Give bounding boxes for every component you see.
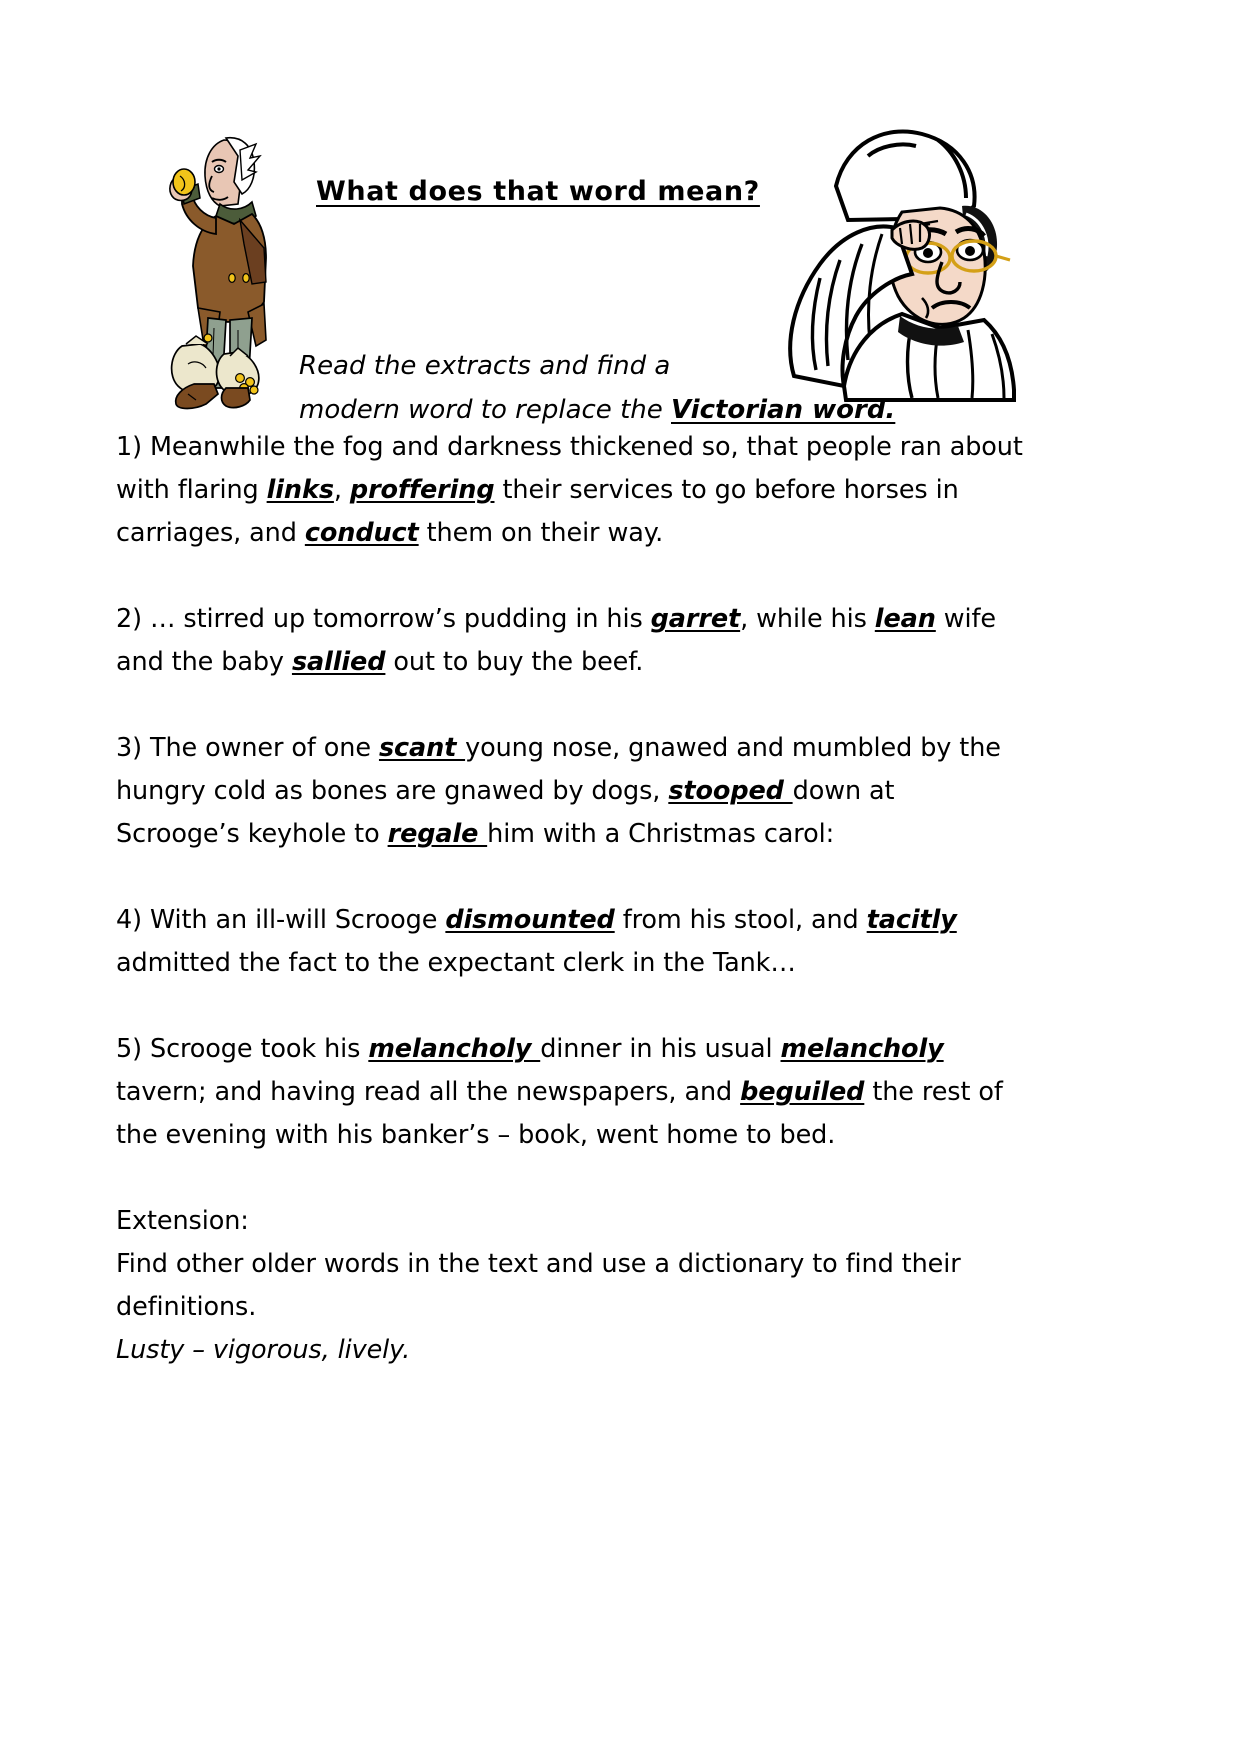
spacer <box>116 1157 1026 1200</box>
extract-text: their services to go before horses in carriages, and <box>116 475 959 548</box>
instruction-block <box>299 344 939 432</box>
spacer <box>116 684 1026 727</box>
extract-text: them on their way. <box>418 518 664 548</box>
victorian-word: links <box>266 475 334 505</box>
extract-text: out to buy the beef. <box>385 647 644 677</box>
spacer <box>116 856 1026 899</box>
victorian-word: beguiled <box>740 1077 865 1107</box>
extract-4 <box>116 899 1026 985</box>
page-title: What does that word mean? <box>316 176 760 207</box>
extracts-container <box>116 426 1026 1372</box>
spacer <box>116 985 1026 1028</box>
victorian-word: lean <box>874 604 936 634</box>
victorian-word: sallied <box>291 647 386 677</box>
instruction-line-1: Read the extracts and find a <box>299 351 671 381</box>
victorian-word: tacitly <box>866 905 957 935</box>
victorian-word: regale <box>387 819 488 849</box>
extract-2 <box>116 598 1026 684</box>
extract-text: 3) The owner of one <box>116 733 379 763</box>
extract-1 <box>116 426 1026 555</box>
spacer <box>116 555 1026 598</box>
extension-heading: Extension: <box>116 1206 249 1236</box>
extract-text: the rest of the evening with his banker’s – book, went home to bed. <box>116 1077 1003 1150</box>
scrooge-standing-figure <box>168 132 298 412</box>
extract-3 <box>116 727 1026 856</box>
instruction-line-2-prefix: modern word to replace the <box>299 395 671 425</box>
victorian-word: stooped <box>668 776 793 806</box>
instruction-emphasis-victorian-word: Victorian word. <box>671 395 896 425</box>
extract-text: 1) Meanwhile the fog and darkness thickened so, that people ran about with flaring <box>116 432 1023 505</box>
victorian-word: garret <box>650 604 741 634</box>
victorian-word: scant <box>378 733 466 763</box>
victorian-word: proffering <box>349 475 495 505</box>
extract-text: tavern; and having read all the newspapers, and <box>116 1077 741 1107</box>
victorian-word: melancholy <box>368 1034 541 1064</box>
extract-text: down at Scrooge’s keyhole to <box>116 776 895 849</box>
extract-text: admitted the fact to the expectant clerk in the Tank… <box>116 948 796 978</box>
victorian-word: melancholy <box>780 1034 944 1064</box>
extract-text: from his stool, and <box>614 905 867 935</box>
extension-example: Lusty – vigorous, lively. <box>116 1335 411 1365</box>
extract-text: , while his <box>740 604 875 634</box>
extract-5 <box>116 1028 1026 1157</box>
extract-text: 5) Scrooge took his <box>116 1034 369 1064</box>
victorian-word: dismounted <box>445 905 615 935</box>
extract-text: him with a Christmas carol: <box>487 819 835 849</box>
extract-text: 4) With an ill-will Scrooge <box>116 905 446 935</box>
extract-text: dinner in his usual <box>540 1034 781 1064</box>
extract-text: 2) … stirred up tomorrow’s pudding in his <box>116 604 651 634</box>
extract-text: , <box>333 475 350 505</box>
extension-instruction: Find other older words in the text and use a dictionary to find their definitions. <box>116 1249 961 1322</box>
victorian-word: conduct <box>304 518 419 548</box>
extract-text: wife and the baby <box>116 604 997 677</box>
title-row <box>316 176 760 207</box>
extract-text: young nose, gnawed and mumbled by the hungry cold as bones are gnawed by dogs, <box>116 733 1001 806</box>
